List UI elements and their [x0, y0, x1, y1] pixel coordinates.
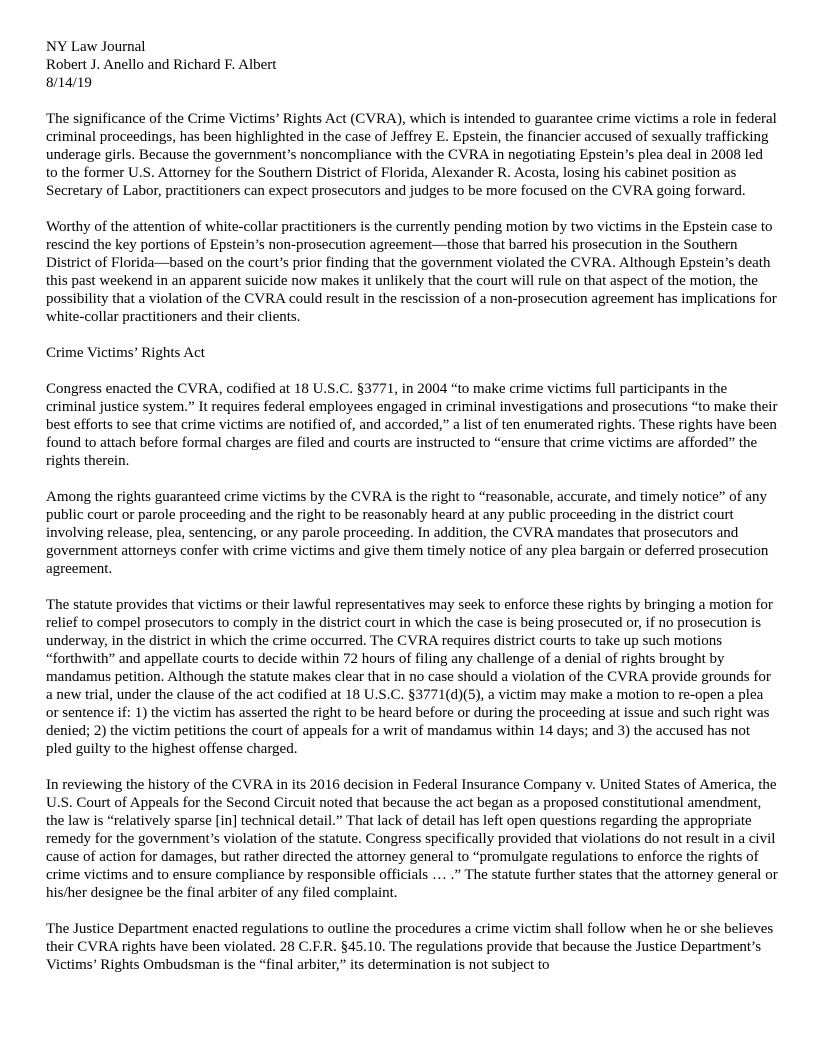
- article-authors: Robert J. Anello and Richard F. Albert: [46, 57, 277, 73]
- article-date: 8/14/19: [46, 75, 92, 91]
- body-paragraph: Worthy of the attention of white-collar practitioners is the currently pending motion by two victims in the Epstein case to rescind the key portions of Epstein’s non-prosecution agreement—those that barred his prosecution in the Southern District of Florida—based on the court’s prior finding that the government violated the CVRA. Although Epstein’s death this past weekend in an apparent suicide now makes it unlikely that the court will rule on that aspect of the motion, the possibility that a violation of the CVRA could result in the rescission of a non-prosecution agreement has implications for white-collar practitioners and their clients.: [46, 219, 777, 325]
- body-paragraph: Congress enacted the CVRA, codified at 18 U.S.C. §3771, in 2004 “to make crime victims full participants in the criminal justice system.” It requires federal employees engaged in criminal investigations and prosecutions “to make their best efforts to see that crime victims are notified of, and accorded,” a list of ten enumerated rights. These rights have been found to attach before formal charges are filed and courts are instructed to “ensure that crime victims are afforded” the rights therein.: [46, 381, 778, 469]
- document-page: [46, 38, 778, 992]
- body-paragraph: The significance of the Crime Victims’ Rights Act (CVRA), which is intended to guarantee crime victims a role in federal criminal proceedings, has been highlighted in the case of Jeffrey E. Epstein, the financier accused of sexually trafficking underage girls. Because the government’s noncompliance with the CVRA in negotiating Epstein’s plea deal in 2008 led to the former U.S. Attorney for the Southern District of Florida, Alexander R. Acosta, losing his cabinet position as Secretary of Labor, practitioners can expect prosecutors and judges to be more focused on the CVRA going forward.: [46, 111, 777, 199]
- body-paragraph: Among the rights guaranteed crime victims by the CVRA is the right to “reasonable, accurate, and timely notice” of any public court or parole proceeding and the right to be reasonably heard at any public proceeding in the district court involving release, plea, sentencing, or any parole proceeding. In addition, the CVRA mandates that prosecutors and government attorneys confer with crime victims and give them timely notice of any plea bargain or deferred prosecution agreement.: [46, 489, 769, 577]
- body-paragraph: The statute provides that victims or their lawful representatives may seek to enforce these rights by bringing a motion for relief to compel prosecutors to comply in the district court in which the case is being prosecuted or, if no prosecution is underway, in the district in which the crime occurred. The CVRA requires district courts to take up such motions “forthwith” and appellate courts to decide within 72 hours of filing any challenge of a denial of rights brought by mandamus petition. Although the statute makes clear that in no case should a violation of the CVRA provide grounds for a new trial, under the clause of the act codified at 18 U.S.C. §3771(d)(5), a victim may make a motion to re-open a plea or sentence if: 1) the victim has asserted the right to be heard before or during the proceeding at issue and such right was denied; 2) the victim petitions the court of appeals for a writ of mandamus within 14 days; and 3) the accused has not pled guilty to the highest offense charged.: [46, 597, 773, 757]
- article-header: [46, 38, 778, 92]
- section-heading: Crime Victims’ Rights Act: [46, 345, 205, 361]
- body-paragraph: The Justice Department enacted regulations to outline the procedures a crime victim shall follow when he or she believes their CVRA rights have been violated. 28 C.F.R. §45.10. The regulations provide that because the Justice Department’s Victims’ Rights Ombudsman is the “final arbiter,” its determination is not subject to: [46, 921, 774, 973]
- publication-name: NY Law Journal: [46, 39, 146, 55]
- body-paragraph: In reviewing the history of the CVRA in its 2016 decision in Federal Insurance Company v. United States of America, the U.S. Court of Appeals for the Second Circuit noted that because the act began as a proposed constitutional amendment, the law is “relatively sparse [in] technical detail.” That lack of detail has left open questions regarding the appropriate remedy for the government’s violation of the statute. Congress specifically provided that violations do not result in a civil cause of action for damages, but rather directed the attorney general to “promulgate regulations to enforce the rights of crime victims and to ensure compliance by responsible officials … .” The statute further states that the attorney general or his/her designee be the final arbiter of any filed complaint.: [46, 777, 778, 901]
